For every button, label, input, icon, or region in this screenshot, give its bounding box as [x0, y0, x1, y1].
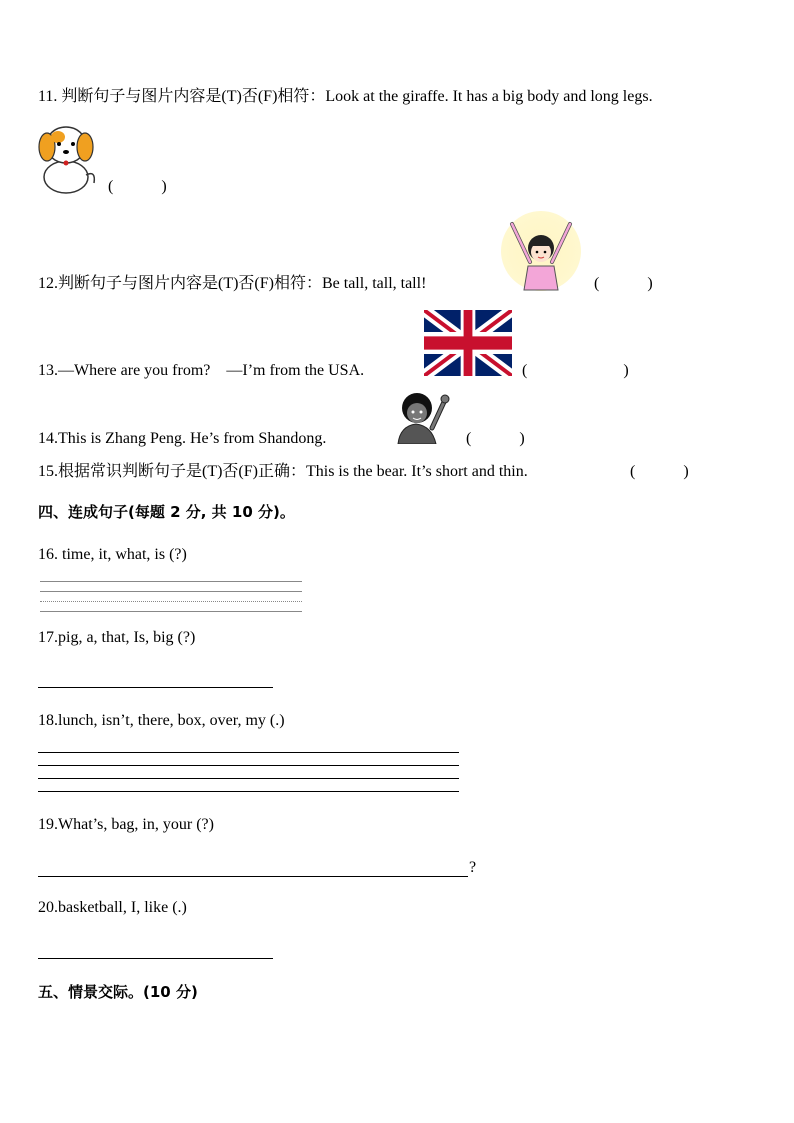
- question-14-text: 14.This is Zhang Peng. He’s from Shandong.: [38, 430, 327, 447]
- uk-flag-icon: [424, 310, 512, 376]
- question-13-text: 13.—Where are you from? —I’m from the USA.: [38, 362, 365, 379]
- girl-arms-up-icon: [500, 210, 582, 292]
- question-18-text: 18.lunch, isn’t, there, box, over, my (.): [38, 712, 285, 729]
- question-12-text: 12.判断句子与图片内容是(T)否(F)相符：Be tall, tall, tall!: [38, 275, 427, 292]
- answer-line-19[interactable]: [38, 876, 468, 877]
- boy-waving-icon: [390, 388, 452, 444]
- answer-blank-13[interactable]: ( ): [522, 362, 629, 379]
- section-4-title: 四、连成句子(每题 2 分, 共 10 分)。: [38, 503, 295, 521]
- question-20-text: 20.basketball, I, like (.): [38, 899, 187, 916]
- answer-line-17[interactable]: [38, 687, 273, 688]
- answer-blank-12[interactable]: ( ): [594, 275, 653, 292]
- answer-line-20[interactable]: [38, 958, 273, 959]
- question-19-end-mark: ?: [469, 859, 477, 876]
- question-16-text: 16. time, it, what, is (?): [38, 546, 187, 563]
- question-19-text: 19.What’s, bag, in, your (?): [38, 816, 214, 833]
- answer-blank-11[interactable]: ( ): [108, 178, 167, 195]
- question-15-text: 15.根据常识判断句子是(T)否(F)正确：This is the bear. It’s short and thin.: [38, 463, 528, 480]
- dog-icon: [36, 115, 100, 195]
- question-17-text: 17.pig, a, that, Is, big (?): [38, 629, 196, 646]
- answer-blank-14[interactable]: ( ): [466, 430, 525, 447]
- question-11-text: 11. 判断句子与图片内容是(T)否(F)相符：Look at the giraffe. It has a big body and long legs.: [38, 88, 653, 105]
- section-5-title: 五、情景交际。(10 分): [38, 983, 198, 1001]
- answer-blank-15[interactable]: ( ): [630, 463, 689, 480]
